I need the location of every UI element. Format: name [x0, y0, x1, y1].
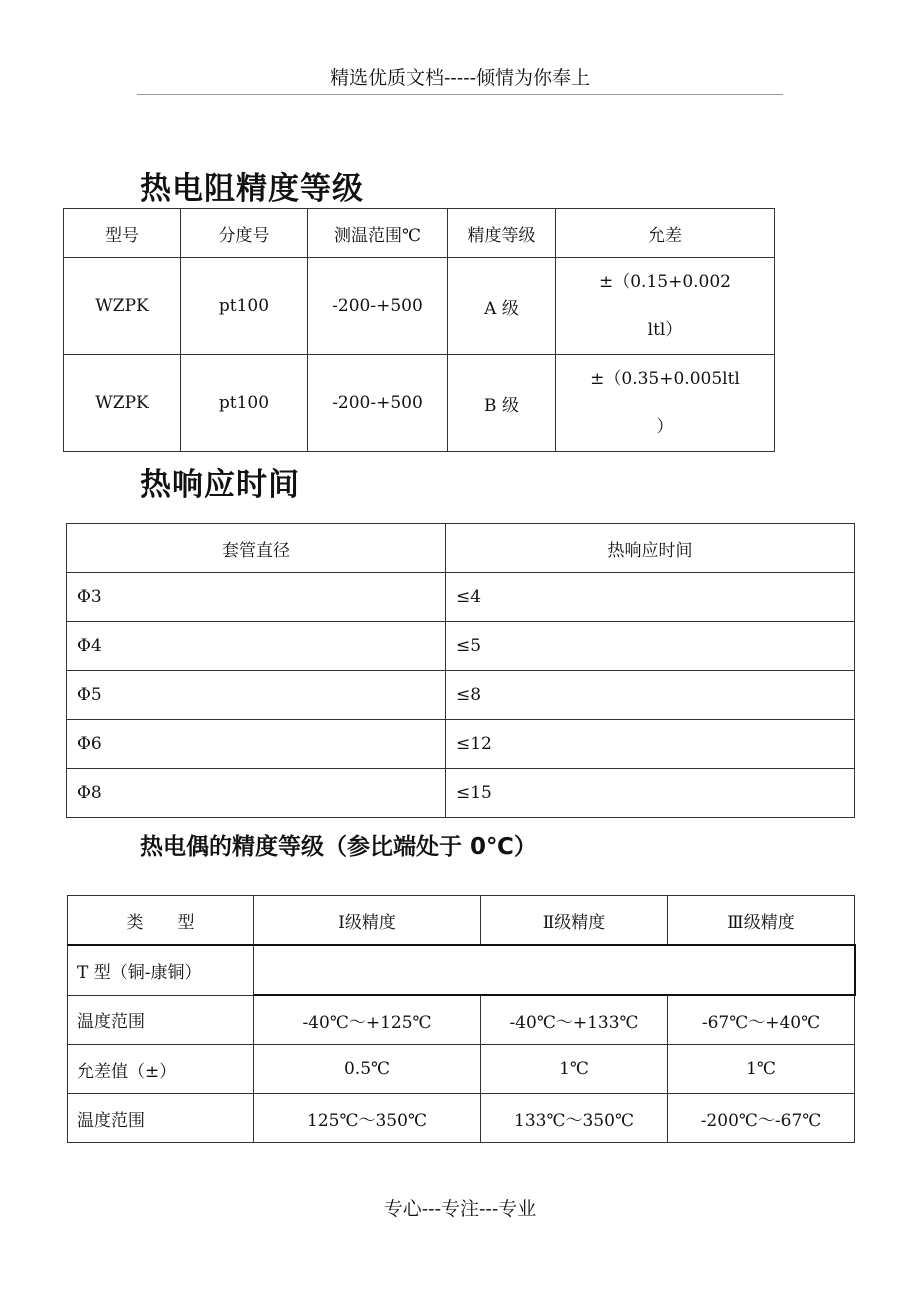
column-header: 分度号 [181, 209, 308, 258]
grade-cell: A 级 [448, 258, 556, 355]
row-label: 温度范围 [68, 995, 254, 1045]
table-row [67, 720, 855, 769]
table-row [64, 258, 775, 355]
column-header: 允差 [556, 209, 775, 258]
column-header: 套管直径 [67, 524, 446, 573]
tolerance-cell [556, 258, 775, 355]
column-header: 型号 [64, 209, 181, 258]
table-row [67, 769, 855, 818]
table-row [68, 1094, 855, 1143]
table-row [67, 671, 855, 720]
tolerance-line: ±（0.35+0.005ltl [590, 369, 740, 389]
range-cell: -200-+500 [308, 355, 448, 452]
value-cell: 1℃ [481, 1045, 668, 1094]
page-footer: 专心---专注---专业 [383, 1198, 537, 1220]
diameter-cell: Φ3 [67, 573, 446, 622]
diameter-cell: Φ8 [67, 769, 446, 818]
diameter-cell: Φ5 [67, 671, 446, 720]
table-row [68, 945, 855, 995]
tolerance-cell [556, 355, 775, 452]
value-cell: 125℃～350℃ [254, 1094, 481, 1143]
type-cell: T 型（铜-康铜） [68, 945, 254, 995]
time-cell: ≤8 [446, 671, 855, 720]
table-row [68, 1045, 855, 1094]
table-header-row [67, 524, 855, 573]
diameter-cell: Φ6 [67, 720, 446, 769]
table-row [68, 995, 855, 1045]
time-cell: ≤12 [446, 720, 855, 769]
column-header: 精度等级 [448, 209, 556, 258]
tolerance-line: ±（0.15+0.002 [598, 272, 731, 292]
row-label: 允差值（±） [68, 1045, 254, 1094]
value-cell: -40℃～+125℃ [254, 995, 481, 1045]
table-row [67, 573, 855, 622]
column-header: Ⅰ级精度 [254, 896, 481, 946]
grade-cell: B 级 [448, 355, 556, 452]
time-cell: ≤5 [446, 622, 855, 671]
value-cell: -200℃～-67℃ [668, 1094, 855, 1143]
response-time-table [66, 523, 855, 818]
value-cell: -67℃～+40℃ [668, 995, 855, 1045]
value-cell: -40℃～+133℃ [481, 995, 668, 1045]
column-header: 测温范围℃ [308, 209, 448, 258]
diameter-cell: Φ4 [67, 622, 446, 671]
time-cell: ≤15 [446, 769, 855, 818]
table-row [67, 622, 855, 671]
table-row [64, 355, 775, 452]
value-cell: 0.5℃ [254, 1045, 481, 1094]
index-cell: pt100 [181, 355, 308, 452]
range-cell: -200-+500 [308, 258, 448, 355]
column-header: 类 型 [68, 896, 254, 946]
section-title-response-time: 热响应时间 [140, 467, 300, 503]
table-header-row [64, 209, 775, 258]
rtd-accuracy-table [63, 208, 775, 452]
tolerance-line: ） [656, 417, 674, 437]
value-cell: 1℃ [668, 1045, 855, 1094]
section-title-thermocouple-accuracy: 热电偶的精度等级（参比端处于 0℃） [140, 834, 537, 860]
page-header: 精选优质文档-----倾情为你奉上 [137, 62, 783, 95]
column-header: Ⅱ级精度 [481, 896, 668, 946]
model-cell: WZPK [64, 355, 181, 452]
time-cell: ≤4 [446, 573, 855, 622]
column-header: Ⅲ级精度 [668, 896, 855, 946]
value-cell: 133℃～350℃ [481, 1094, 668, 1143]
section-title-rtd-accuracy: 热电阻精度等级 [140, 171, 364, 207]
thermocouple-accuracy-table [67, 895, 856, 1143]
table-header-row [68, 896, 855, 946]
model-cell: WZPK [64, 258, 181, 355]
row-label: 温度范围 [68, 1094, 254, 1143]
empty-cell [254, 945, 855, 995]
column-header: 热响应时间 [446, 524, 855, 573]
tolerance-line: ltl） [647, 320, 683, 340]
index-cell: pt100 [181, 258, 308, 355]
